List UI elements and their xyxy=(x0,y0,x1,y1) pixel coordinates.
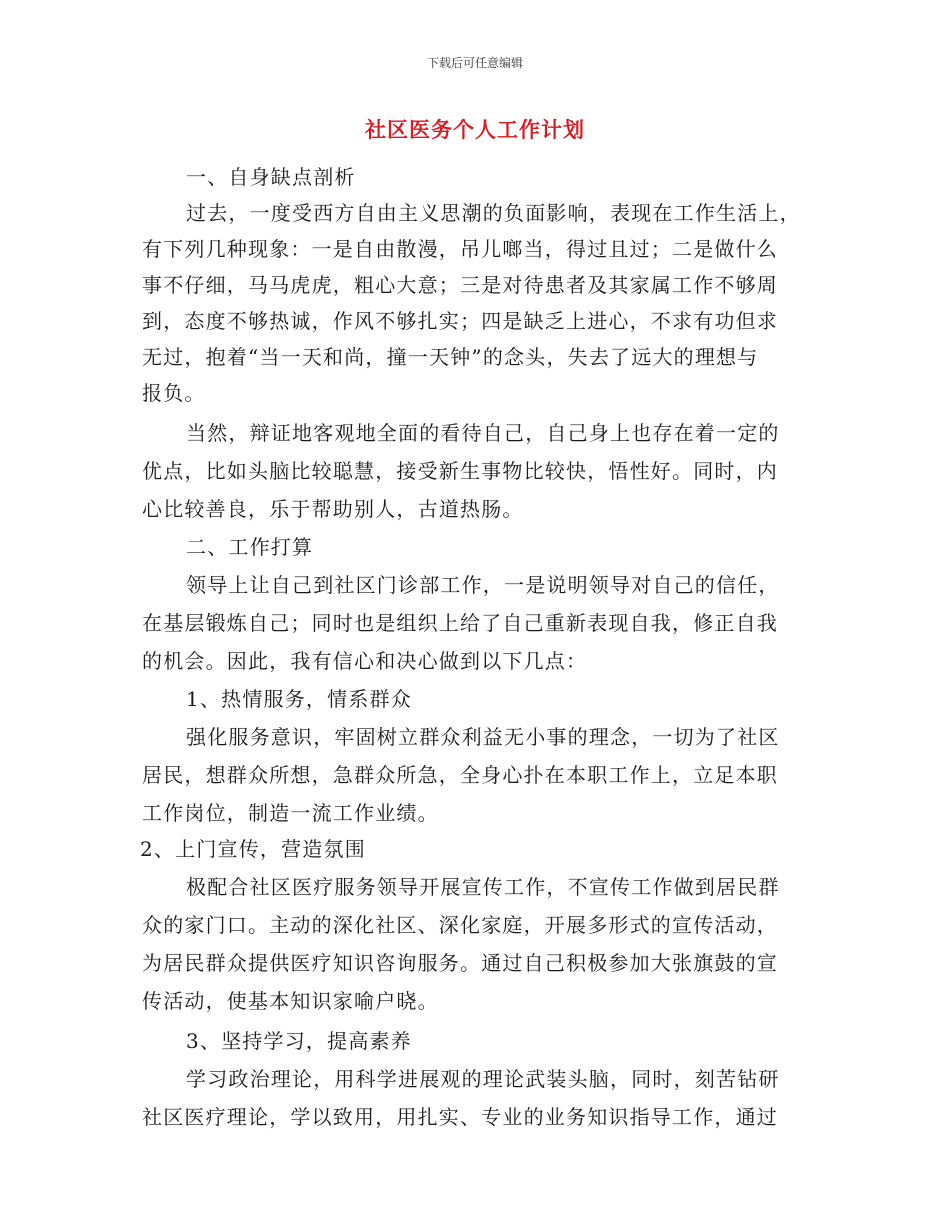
header-note: 下载后可任意编辑 xyxy=(426,56,523,70)
paragraph-line: 工作岗位，制造一流工作业绩。 xyxy=(142,801,439,825)
subsection-heading: 1、热情服务，情系群众 xyxy=(186,687,412,711)
paragraph-line: 事不仔细，马马虎虎，粗心大意；三是对待患者及其家属工作不够周 xyxy=(142,273,778,297)
subsection-heading: 2、上门宣传，营造氛围 xyxy=(140,837,366,861)
paragraph-line: 无过，抱着“当一天和尚，撞一天钟”的念头，失去了远大的理想与 xyxy=(142,345,759,369)
paragraph-line: 到，态度不够热诚，作风不够扎实；四是缺乏上进心，不求有功但求 xyxy=(142,309,778,333)
paragraph-line: 传活动，使基本知识家喻户晓。 xyxy=(142,989,439,1013)
paragraph-line: 优点，比如头脑比较聪慧，接受新生事物比较快，悟性好。同时，内 xyxy=(142,459,778,483)
section-heading: 一、自身缺点剖析 xyxy=(186,165,356,189)
paragraph-line: 领导上让自己到社区门诊部工作，一是说明领导对自己的信任， xyxy=(186,573,780,597)
paragraph-line: 学习政治理论，用科学进展观的理论武装头脑，同时，刻苦钻研 xyxy=(186,1067,780,1091)
paragraph-line: 报负。 xyxy=(142,381,206,405)
subsection-heading: 3、坚持学习，提高素养 xyxy=(186,1029,412,1053)
paragraph-line: 极配合社区医疗服务领导开展宣传工作，不宣传工作做到居民群 xyxy=(186,875,780,899)
paragraph-line: 在基层锻炼自己；同时也是组织上给了自己重新表现自我，修正自我 xyxy=(142,611,778,635)
paragraph-line: 强化服务意识，牢固树立群众利益无小事的理念，一切为了社区 xyxy=(186,725,780,749)
paragraph-line: 的机会。因此，我有信心和决心做到以下几点： xyxy=(142,649,588,673)
paragraph-line: 为居民群众提供医疗知识咨询服务。通过自己积极参加大张旗鼓的宣 xyxy=(142,951,778,975)
paragraph-line: 当然，辩证地客观地全面的看待自己，自己身上也存在着一定的 xyxy=(186,421,780,445)
paragraph-line: 众的家门口。主动的深化社区、深化家庭，开展多形式的宣传活动， xyxy=(142,913,778,937)
paragraph-line: 心比较善良，乐于帮助别人，古道热肠。 xyxy=(142,497,524,521)
paragraph-line: 居民，想群众所想，急群众所急，全身心扑在本职工作上，立足本职 xyxy=(142,763,778,787)
section-heading: 二、工作打算 xyxy=(186,535,314,559)
paragraph-line: 过去，一度受西方自由主义思潮的负面影响，表现在工作生活上， xyxy=(186,201,801,225)
paragraph-line: 社区医疗理论，学以致用，用扎实、专业的业务知识指导工作，通过 xyxy=(142,1105,778,1129)
document-title: 社区医务个人工作计划 xyxy=(365,118,585,142)
paragraph-line: 有下列几种现象：一是自由散漫，吊儿啷当，得过且过；二是做什么 xyxy=(142,237,778,261)
